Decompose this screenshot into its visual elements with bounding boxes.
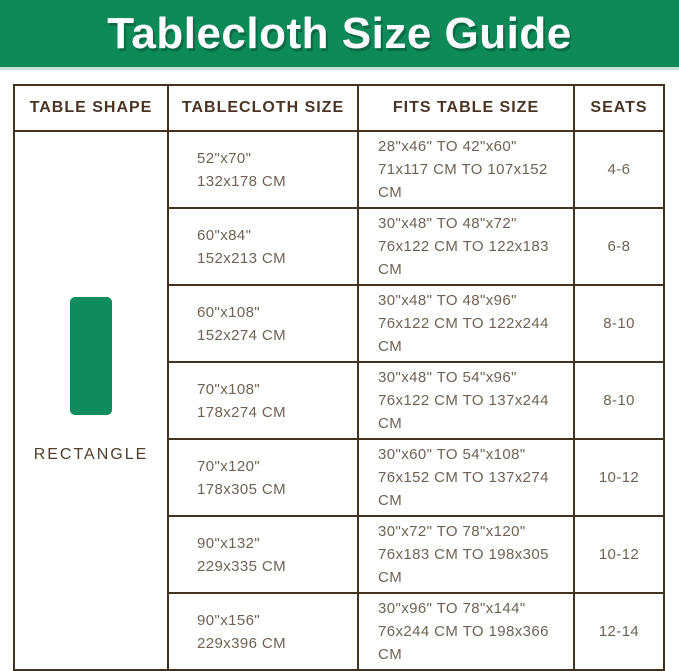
size-inches: 60"x84" [197, 226, 252, 244]
fits-cm: 76x122 CM TO 122x183 CM [378, 238, 549, 278]
fits-table-size-cell [358, 439, 574, 516]
table-row [14, 131, 664, 208]
col-header-table-shape: TABLE SHAPE [14, 85, 168, 131]
seats-cell: 4-6 [574, 131, 664, 208]
seats-cell: 8-10 [574, 285, 664, 362]
fits-inches: 30"x60" TO 54"x108" [378, 446, 526, 463]
col-header-fits-table-size: FITS TABLE SIZE [358, 85, 574, 131]
header-row [14, 85, 664, 131]
fits-inches: 30"x72" TO 78"x120" [378, 523, 526, 540]
seats-cell: 10-12 [574, 516, 664, 593]
shape-label: RECTANGLE [33, 446, 149, 463]
col-header-tablecloth-size: TABLECLOTH SIZE [168, 85, 358, 131]
table-body [14, 131, 664, 670]
fits-inches: 30"x48" TO 48"x96" [378, 292, 517, 309]
fits-inches: 30"x48" TO 54"x96" [378, 369, 517, 386]
tablecloth-size-cell [168, 208, 358, 285]
seats-cell: 8-10 [574, 362, 664, 439]
size-inches: 70"x108" [197, 380, 261, 398]
fits-cm: 76x122 CM TO 122x244 CM [378, 315, 549, 355]
fits-table-size-cell [358, 131, 574, 208]
size-inches: 90"x132" [197, 534, 261, 552]
size-cm: 178x305 CM [197, 480, 287, 498]
fits-table-size-cell [358, 208, 574, 285]
fits-cm: 76x183 CM TO 198x305 CM [378, 546, 549, 586]
tablecloth-size-cell [168, 516, 358, 593]
tablecloth-size-cell [168, 593, 358, 670]
seats-cell: 6-8 [574, 208, 664, 285]
fits-inches: 28"x46" TO 42"x60" [378, 138, 517, 155]
fits-cm: 76x152 CM TO 137x274 CM [378, 469, 549, 509]
fits-table-size-cell [358, 362, 574, 439]
fits-inches: 30"x48" TO 48"x72" [378, 215, 517, 232]
fits-inches: 30"x96" TO 78"x144" [378, 600, 526, 617]
seats-cell: 10-12 [574, 439, 664, 516]
size-inches: 70"x120" [197, 457, 261, 475]
fits-table-size-cell [358, 516, 574, 593]
size-inches: 90"x156" [197, 611, 261, 629]
rectangle-shape-icon [70, 297, 112, 415]
size-cm: 229x396 CM [197, 634, 287, 652]
size-inches: 52"x70" [197, 149, 252, 167]
tablecloth-size-cell [168, 285, 358, 362]
fits-cm: 76x244 CM TO 198x366 CM [378, 623, 549, 663]
size-cm: 229x335 CM [197, 557, 287, 575]
size-cm: 152x274 CM [197, 326, 287, 344]
seats-cell: 12-14 [574, 593, 664, 670]
size-cm: 178x274 CM [197, 403, 287, 421]
tablecloth-size-cell [168, 362, 358, 439]
page-title: Tablecloth Size Guide [107, 8, 572, 58]
table-shape-cell [14, 131, 168, 670]
col-header-seats: SEATS [574, 85, 664, 131]
size-cm: 132x178 CM [197, 172, 287, 190]
fits-cm: 71x117 CM TO 107x152 CM [378, 161, 548, 201]
tablecloth-size-cell [168, 131, 358, 208]
header-banner [0, 0, 679, 70]
size-guide-table [13, 84, 665, 671]
tablecloth-size-cell [168, 439, 358, 516]
size-cm: 152x213 CM [197, 249, 287, 267]
fits-table-size-cell [358, 285, 574, 362]
fits-table-size-cell [358, 593, 574, 670]
size-inches: 60"x108" [197, 303, 261, 321]
fits-cm: 76x122 CM TO 137x244 CM [378, 392, 549, 432]
